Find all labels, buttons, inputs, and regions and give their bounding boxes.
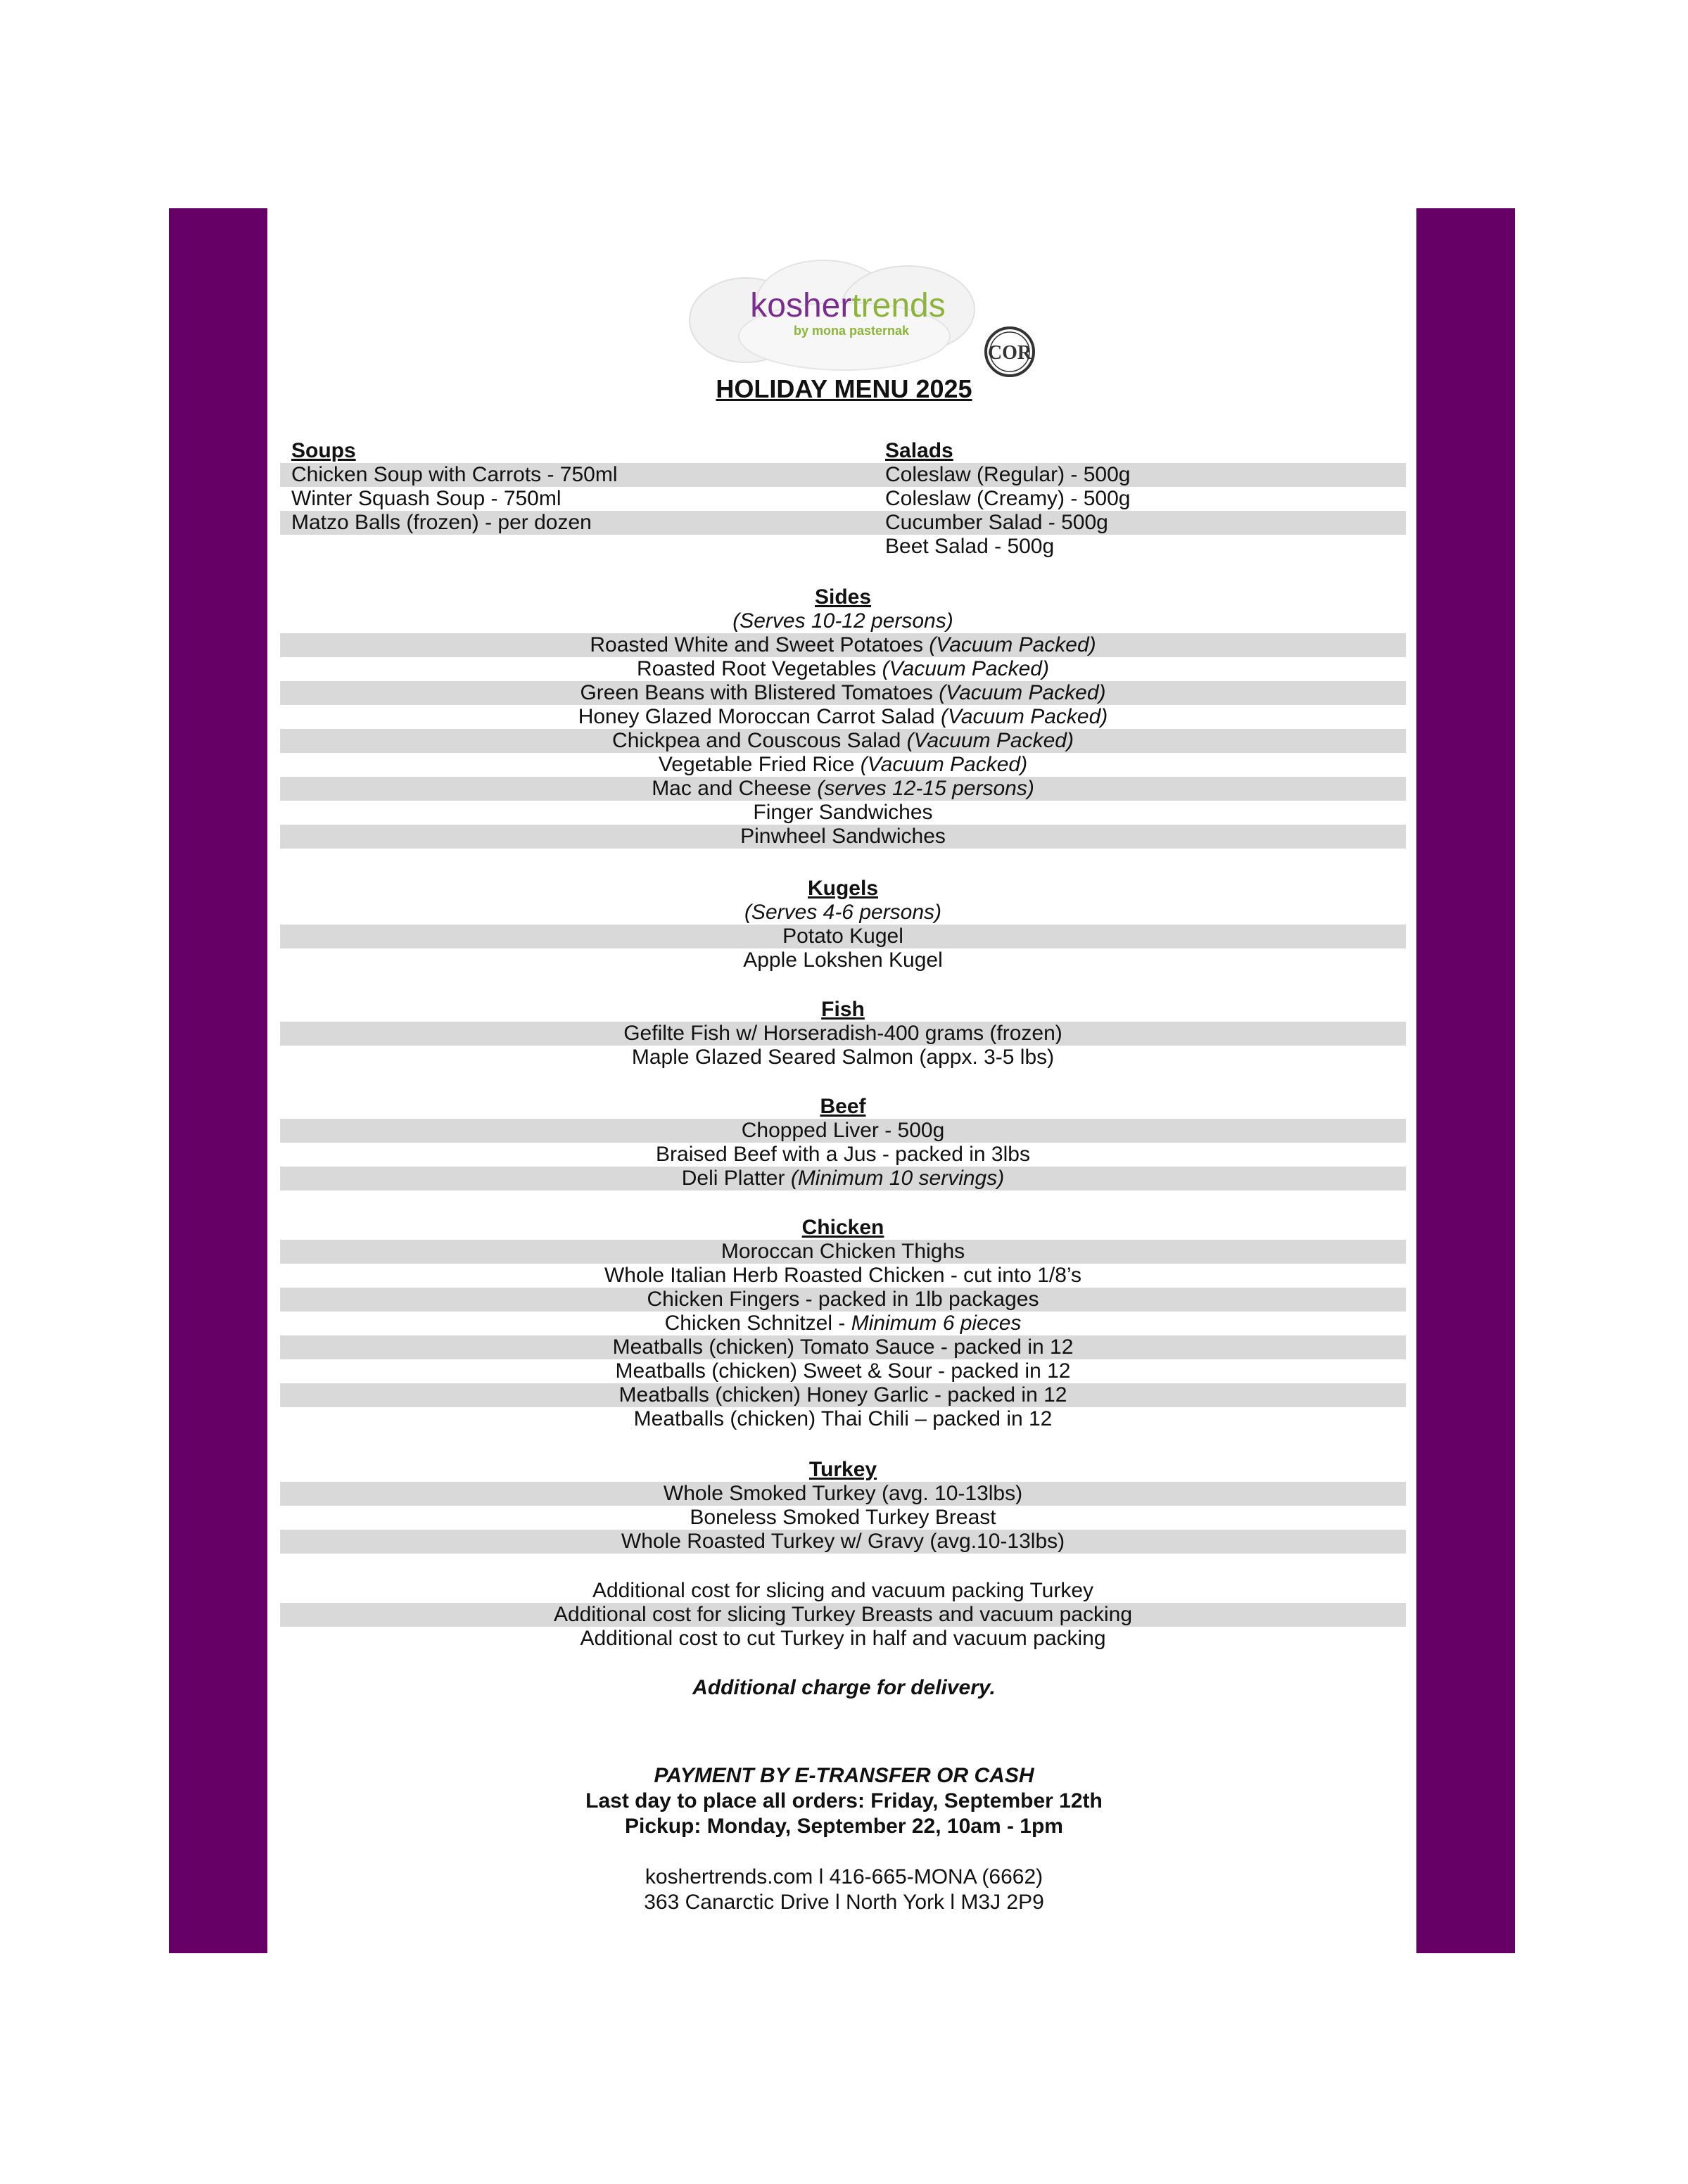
side-item-name: Finger Sandwiches: [753, 801, 933, 824]
salad-item: Cucumber Salad - 500g: [874, 511, 1406, 535]
chicken-item: [280, 1335, 1406, 1359]
turkey-heading: Turkey: [808, 1458, 877, 1481]
delivery-note: Additional charge for delivery.: [692, 1676, 996, 1699]
chicken-item: [280, 1264, 1406, 1288]
order-deadline: Last day to place all orders: Friday, September 12th: [585, 1789, 1103, 1812]
side-item-name: Roasted Root Vegetables: [637, 657, 877, 680]
chicken-item: [280, 1288, 1406, 1312]
side-item: [280, 681, 1406, 705]
side-item: [280, 801, 1406, 825]
turkey-item: Boneless Smoked Turkey Breast: [690, 1506, 996, 1529]
koshertrends-logo: [683, 253, 1048, 380]
side-item-name: Green Beans with Blistered Tomatoes: [580, 681, 933, 704]
beef-item-name: Braised Beef with a Jus - packed in 3lbs: [656, 1143, 1030, 1166]
turkey-item: Whole Smoked Turkey (avg. 10-13lbs): [280, 1482, 1406, 1506]
chicken-item: [280, 1359, 1406, 1383]
side-item-note: (Vacuum Packed): [860, 753, 1028, 776]
side-item: [280, 657, 1406, 681]
logo-brand-kosher: kosher: [750, 287, 852, 324]
salad-item: Coleslaw (Creamy) - 500g: [885, 487, 1131, 510]
soup-item: Chicken Soup with Carrots - 750ml: [280, 463, 885, 487]
side-item: [280, 825, 1406, 849]
side-item: [280, 633, 1406, 657]
sides-section: [280, 585, 1406, 849]
logo-tagline: by mona pasternak: [793, 324, 910, 338]
chicken-item: [280, 1240, 1406, 1264]
salads-heading: Salads: [885, 439, 953, 462]
side-item: [280, 777, 1406, 801]
chicken-item-name: Meatballs (chicken) Honey Garlic - packed in 12: [618, 1383, 1067, 1407]
beef-item: [280, 1167, 1406, 1191]
chicken-item-name: Chicken Fingers - packed in 1lb packages: [647, 1288, 1039, 1311]
side-item-name: Vegetable Fried Rice: [658, 753, 855, 776]
chicken-item-name: Meatballs (chicken) Tomato Sauce - packed in 12: [612, 1335, 1074, 1359]
beef-section: [280, 1095, 1406, 1191]
soup-item: Matzo Balls (frozen) - per dozen: [280, 511, 885, 535]
salad-item: Beet Salad - 500g: [885, 535, 1055, 558]
fish-section: [280, 998, 1406, 1069]
additional-cost-item: Additional cost for slicing Turkey Breasts and vacuum packing: [280, 1603, 1406, 1627]
salads-column: [874, 439, 1406, 559]
beef-item-note: (Minimum 10 servings): [790, 1167, 1005, 1190]
pickup-info: Pickup: Monday, September 22, 10am - 1pm: [625, 1815, 1063, 1838]
side-item-note: (serves 12-15 persons): [817, 777, 1034, 800]
soup-item: Winter Squash Soup - 750ml: [291, 487, 561, 510]
beef-heading: Beef: [820, 1095, 866, 1118]
kugel-item: Potato Kugel: [280, 925, 1406, 948]
side-item-name: Pinwheel Sandwiches: [740, 825, 946, 848]
address: 363 Canarctic Drive l North York l M3J 2P9: [644, 1891, 1044, 1914]
chicken-item-note: Minimum 6 pieces: [851, 1312, 1022, 1335]
chicken-item: [280, 1383, 1406, 1407]
chicken-item-name: Chicken Schnitzel -: [664, 1312, 846, 1335]
chicken-item: [280, 1407, 1406, 1431]
kugel-item: Apple Lokshen Kugel: [743, 948, 943, 972]
beef-item: [280, 1119, 1406, 1143]
side-item-name: Chickpea and Couscous Salad: [612, 729, 901, 752]
side-item-name: Honey Glazed Moroccan Carrot Salad: [578, 705, 935, 728]
fish-heading: Fish: [821, 998, 865, 1021]
turkey-section: [280, 1458, 1406, 1554]
side-item: [280, 753, 1406, 777]
logo-brand-trends: trends: [851, 287, 946, 324]
additional-cost-item: Additional cost for slicing and vacuum packing Turkey: [592, 1579, 1094, 1602]
fish-item: Gefilte Fish w/ Horseradish-400 grams (frozen): [280, 1022, 1406, 1046]
payment-note: PAYMENT BY E-TRANSFER OR CASH: [654, 1764, 1034, 1787]
kugels-section: [280, 877, 1406, 972]
turkey-item: Whole Roasted Turkey w/ Gravy (avg.10-13lbs): [280, 1530, 1406, 1554]
page-title: HOLIDAY MENU 2025: [716, 374, 972, 403]
fish-item: Maple Glazed Seared Salmon (appx. 3-5 lbs): [631, 1046, 1055, 1069]
kugels-serving-note: (Serves 4-6 persons): [744, 901, 942, 924]
chicken-item-name: Meatballs (chicken) Thai Chili – packed in 12: [633, 1407, 1053, 1430]
side-item: [280, 729, 1406, 753]
sides-serving-note: (Serves 10-12 persons): [732, 609, 953, 633]
additional-costs-section: [280, 1579, 1406, 1651]
beef-item-name: Deli Platter: [681, 1167, 785, 1190]
chicken-item-name: Meatballs (chicken) Sweet & Sour - packed in 12: [615, 1359, 1071, 1383]
side-item-note: (Vacuum Packed): [940, 705, 1108, 728]
side-item-name: Roasted White and Sweet Potatoes: [590, 633, 923, 656]
chicken-heading: Chicken: [801, 1216, 884, 1239]
side-item: [280, 705, 1406, 729]
kugels-heading: Kugels: [807, 877, 879, 900]
chicken-section: [280, 1216, 1406, 1431]
side-item-name: Mac and Cheese: [652, 777, 811, 800]
soups-heading: Soups: [291, 439, 356, 462]
beef-item: [280, 1143, 1406, 1167]
beef-item-name: Chopped Liver - 500g: [741, 1119, 945, 1142]
side-item-note: (Vacuum Packed): [929, 633, 1096, 656]
logo-graphic: [683, 253, 1048, 380]
chicken-item: [280, 1312, 1406, 1335]
sides-heading: Sides: [814, 585, 872, 609]
salad-item: Coleslaw (Regular) - 500g: [874, 463, 1406, 487]
chicken-item-name: Whole Italian Herb Roasted Chicken - cut into 1/8’s: [604, 1264, 1082, 1287]
svg-text:koshertrends: [750, 287, 945, 324]
side-item-note: (Vacuum Packed): [882, 657, 1049, 680]
side-item-note: (Vacuum Packed): [906, 729, 1074, 752]
contact-info: koshertrends.com l 416-665-MONA (6662): [645, 1865, 1043, 1888]
soups-column: [280, 439, 885, 535]
additional-cost-item: Additional cost to cut Turkey in half and vacuum packing: [580, 1627, 1106, 1650]
cor-badge: COR: [987, 342, 1032, 364]
side-item-note: (Vacuum Packed): [939, 681, 1106, 704]
chicken-item-name: Moroccan Chicken Thighs: [721, 1240, 965, 1263]
